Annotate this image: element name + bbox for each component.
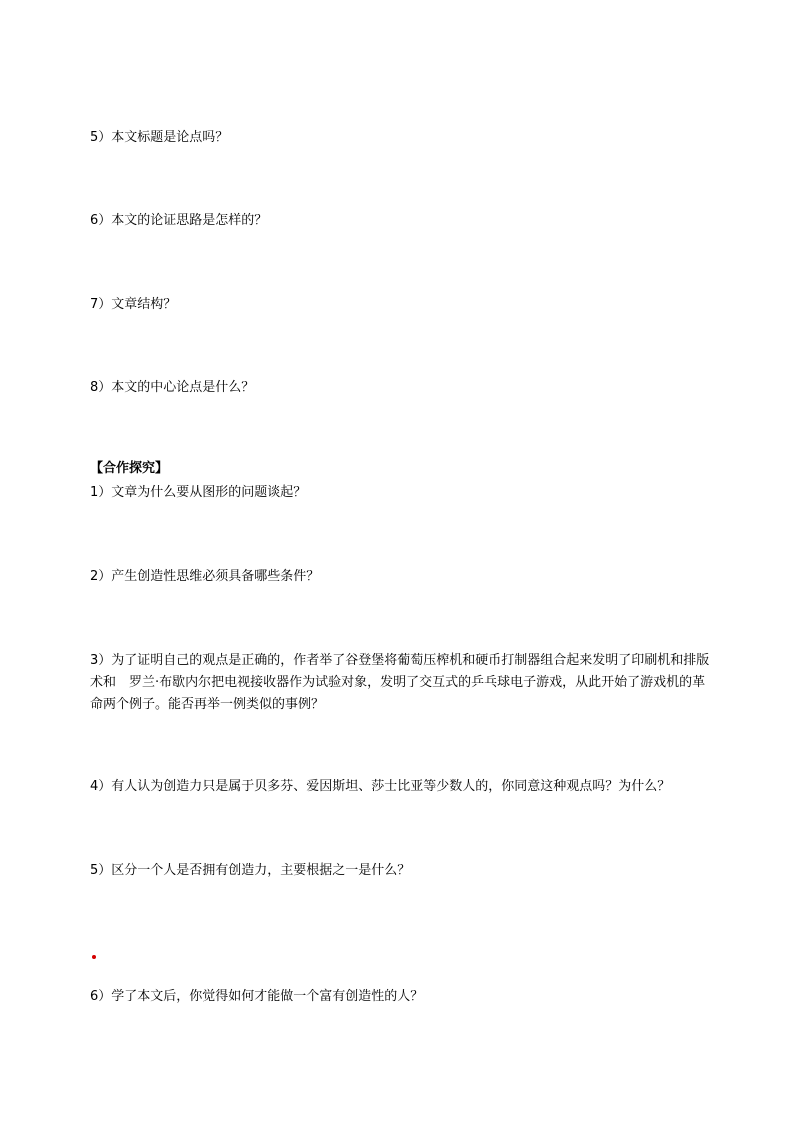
section-heading-cooperative-inquiry: 【合作探究】 [90, 461, 169, 476]
question-7-structure: 7）文章结构？ [90, 297, 177, 312]
inquiry-question-2: 2）产生创造性思维必须具备哪些条件？ [90, 569, 320, 584]
inquiry-question-5: 5）区分一个人是否拥有创造力，主要根据之一是什么？ [90, 863, 411, 878]
question-8-central-thesis: 8）本文的中心论点是什么？ [90, 380, 255, 395]
inquiry-question-4: 4）有人认为创造力只是属于贝多芬、爱因斯坦、莎士比亚等少数人的，你同意这种观点吗？为什么？ [90, 779, 671, 794]
inquiry-question-6: 6）学了本文后，你觉得如何才能做一个富有创造性的人？ [90, 989, 424, 1004]
red-mark [92, 955, 96, 959]
inquiry-question-3: 3）为了证明自己的观点是正确的，作者举了谷登堡将葡萄压榨机和硬币打制器组合起来发明了印刷机和排版术和 罗兰·布歇内尔把电视接收器作为试验对象，发明了交互式的乒乓球电子游戏，从此开始了游戏机的革命两个例子。能否再举一例类似的事例？ [90, 653, 710, 712]
inquiry-question-1: 1）文章为什么要从图形的问题谈起？ [90, 485, 307, 500]
question-5-title-thesis: 5）本文标题是论点吗？ [90, 130, 229, 145]
question-6-argument-logic: 6）本文的论证思路是怎样的？ [90, 213, 268, 228]
